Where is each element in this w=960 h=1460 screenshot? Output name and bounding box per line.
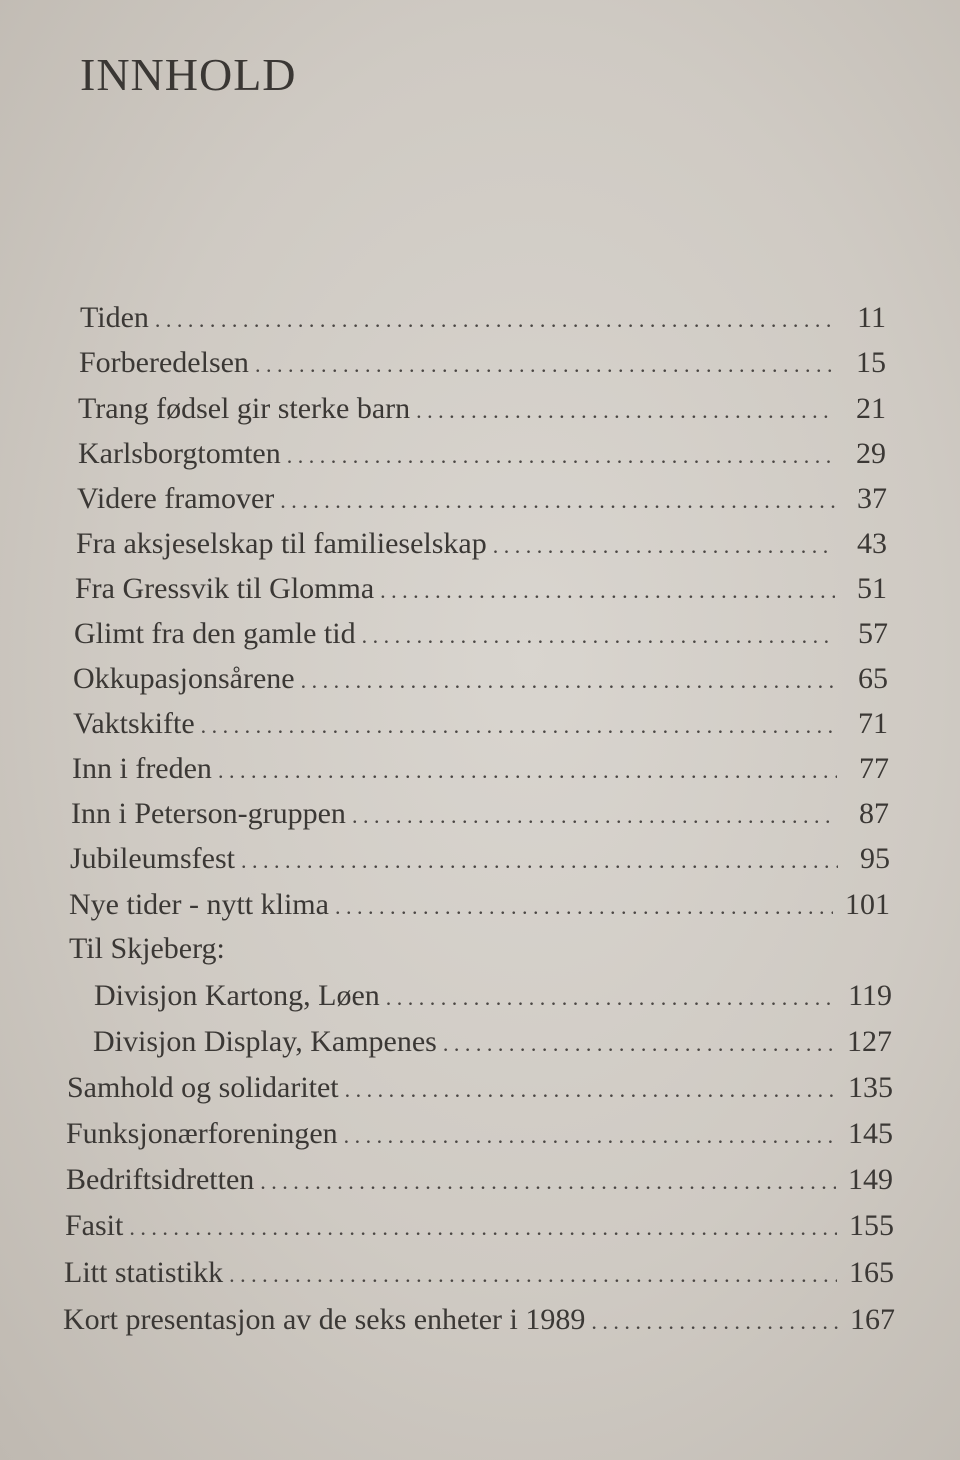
toc-entry-title: Divisjon Kartong, Løen — [94, 979, 380, 1012]
toc-entry — [76, 524, 887, 564]
toc-entry-page: 149 — [848, 1163, 893, 1196]
dot-leader — [280, 481, 835, 521]
toc-entry-title: Trang fødsel gir sterke barn — [78, 392, 411, 425]
toc-entry — [78, 434, 886, 474]
dot-leader — [386, 978, 836, 1018]
dot-leader — [443, 1024, 835, 1064]
toc-entry-title: Vaktskifte — [73, 707, 195, 740]
toc-entry-title: Til Skjeberg: — [69, 932, 225, 965]
toc-entry-title: Inn i Peterson-gruppen — [71, 797, 346, 830]
toc-entry-title: Kort presentasjon av de seks enheter i 1989 — [63, 1303, 586, 1336]
toc-entry-page: 15 — [856, 346, 886, 379]
toc-entry-title: Jubileumsfest — [70, 842, 235, 875]
dot-leader — [218, 751, 837, 791]
toc-entry-title: Fra aksjeselskap til familieselskap — [76, 527, 487, 560]
toc-subentry — [93, 1022, 892, 1062]
dot-leader — [201, 706, 836, 746]
toc-entry — [66, 1160, 893, 1200]
toc-entry — [64, 1253, 894, 1293]
dot-leader — [493, 526, 835, 566]
toc-entry-page: 51 — [857, 572, 887, 605]
toc-entry-page: 127 — [847, 1025, 892, 1058]
toc-entry-page: 37 — [857, 482, 887, 515]
toc-entry-page: 165 — [849, 1256, 894, 1289]
toc-entry — [79, 343, 886, 383]
toc-entry-page: 29 — [856, 437, 886, 470]
toc-entry-page: 135 — [848, 1071, 893, 1104]
dot-leader — [287, 436, 834, 476]
toc-entry-page: 65 — [858, 662, 888, 695]
toc-entry-page: 77 — [859, 752, 889, 785]
dot-leader — [260, 1162, 836, 1202]
dot-leader — [591, 1302, 838, 1342]
toc-entry-page: 21 — [856, 392, 886, 425]
toc-entry — [74, 614, 888, 654]
dot-leader — [229, 1255, 837, 1295]
dot-leader — [345, 1070, 836, 1110]
dot-leader — [362, 616, 836, 656]
toc-entry-title: Fra Gressvik til Glomma — [75, 572, 375, 605]
toc-entry-title: Nye tider - nytt klima — [69, 888, 329, 921]
toc-entry-title: Karlsborgtomten — [78, 437, 281, 470]
dot-leader — [380, 571, 835, 611]
toc-entry-page: 155 — [849, 1209, 894, 1242]
toc-entry-title: Bedriftsidretten — [66, 1163, 255, 1196]
toc-subentry — [94, 976, 892, 1016]
toc-entry — [66, 1114, 893, 1154]
toc-entry-title: Litt statistikk — [64, 1256, 224, 1289]
toc-entry — [73, 704, 888, 744]
toc-entry-page: 95 — [860, 842, 890, 875]
toc-section-heading — [69, 929, 469, 969]
toc-entry — [67, 1068, 893, 1108]
toc-entry-title: Tiden — [80, 301, 149, 334]
toc-entry — [73, 659, 888, 699]
toc-entry-page: 57 — [858, 617, 888, 650]
toc-entry — [71, 794, 889, 834]
toc-entry — [78, 389, 886, 429]
toc-entry — [77, 479, 887, 519]
dot-leader — [335, 887, 833, 927]
dot-leader — [416, 391, 834, 431]
dot-leader — [129, 1208, 837, 1248]
toc-entry — [72, 749, 889, 789]
toc-entry — [70, 839, 890, 879]
toc-entry-page: 43 — [857, 527, 887, 560]
toc-entry-title: Videre framover — [77, 482, 275, 515]
toc-entry-page: 145 — [848, 1117, 893, 1150]
page-title: INNHOLD — [80, 49, 297, 100]
toc-entry — [63, 1300, 895, 1340]
toc-entry-title: Funksjonærforeningen — [66, 1117, 338, 1150]
toc-entry-title: Fasit — [65, 1209, 124, 1242]
toc-entry — [75, 569, 887, 609]
dot-leader — [352, 796, 837, 836]
toc-entry-page: 11 — [857, 301, 886, 334]
toc-entry-page: 71 — [858, 707, 888, 740]
toc-entry-title: Okkupasjonsårene — [73, 662, 295, 695]
dot-leader — [155, 300, 834, 340]
toc-entry-page: 167 — [850, 1303, 895, 1336]
dot-leader — [255, 345, 834, 385]
dot-leader — [241, 841, 838, 881]
toc-entry — [69, 885, 890, 925]
toc-entry — [80, 298, 886, 338]
toc-entry-page: 87 — [859, 797, 889, 830]
toc-entry-title: Forberedelsen — [79, 346, 249, 379]
dot-leader — [301, 661, 836, 701]
toc-entry-page: 119 — [848, 979, 892, 1012]
toc-entry-title: Glimt fra den gamle tid — [74, 617, 356, 650]
toc-entry-title: Divisjon Display, Kampenes — [93, 1025, 437, 1058]
toc-entry-title: Inn i freden — [72, 752, 212, 785]
toc-entry-page: 101 — [845, 888, 890, 921]
dot-leader — [344, 1116, 836, 1156]
toc-entry-title: Samhold og solidaritet — [67, 1071, 339, 1104]
toc-entry — [65, 1206, 894, 1246]
